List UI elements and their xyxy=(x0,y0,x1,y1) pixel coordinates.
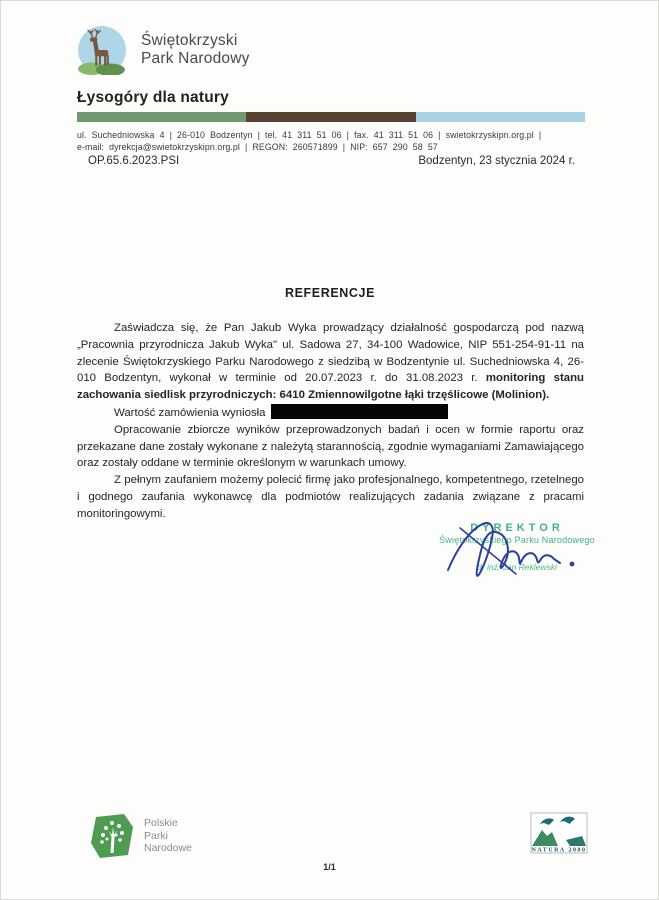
contact-block xyxy=(77,130,585,153)
place-and-date: Bodzentyn, 23 stycznia 2024 r. xyxy=(418,155,575,167)
tagline: Łysogóry dla natury xyxy=(77,89,229,106)
brand-color-bar xyxy=(77,112,585,122)
ppn-text-line3: Narodowe xyxy=(144,842,192,855)
natura-2000-label: NATURA 2000 xyxy=(531,847,587,854)
order-value-line xyxy=(77,404,584,422)
document-title: REFERENCJE xyxy=(284,286,376,300)
natura-2000-icon xyxy=(530,812,588,858)
ppn-tree-icon xyxy=(90,813,134,859)
order-value-prefix: Wartość zamówienia wyniosła xyxy=(114,406,266,419)
ppn-logo-text xyxy=(144,817,192,855)
brand-bar-brown-segment xyxy=(246,112,415,122)
contact-line-1: ul. Suchedniowska 4 | 26-010 Bodzentyn | tel. 41 311 51 06 | fax. 41 311 51 06 | swietokrzyskipn.org.pl | xyxy=(77,130,542,140)
stamp-org: Świętokrzyskiego Parku Narodowego xyxy=(439,535,595,545)
reference-number: OP.65.6.2023.PSI xyxy=(88,155,180,167)
letterhead xyxy=(77,25,585,153)
paragraph-1 xyxy=(77,320,584,404)
redaction-box xyxy=(271,404,448,419)
ppn-text-line1: Polskie xyxy=(144,817,178,830)
park-deer-logo-icon xyxy=(77,25,127,75)
org-name-line1: Świętokrzyski xyxy=(141,32,238,49)
polskie-parki-narodowe-logo xyxy=(90,813,192,859)
page-number: 1/1 xyxy=(323,862,336,872)
paragraph-1-text: Zaświadcza się, że Pan Jakub Wyka prowadzący działalność gospodarczą pod nazwą „Pracownia przyrodnicza Jakub Wyka" ul. Sadowa 27, 34-100 Wadowice, NIP 551-254-91-11 na zlecenie Świętokrzyskiego Parku Narodowego z siedzibą w Bodzentynie ul. Suchedniowska 4, 26-010 Bodzentyn, wykonał w terminie od 20.07.2023 r. do 31.08.2023 r. xyxy=(77,322,584,385)
paragraph-3: Z pełnym zaufaniem możemy polecić firmę jako profesjonalnego, kompetentnego, rzetelnego i godnego zaufania wykonawcę dla podmiotów realizujących zadania związane z pracami monitoringowymi. xyxy=(77,474,584,520)
ppn-text-line2: Parki xyxy=(144,829,168,842)
document-body xyxy=(77,320,584,523)
stamp-director-name: dr inż. Jan Reklewski xyxy=(477,562,557,572)
natura-2000-logo xyxy=(530,812,588,863)
org-name-line2: Park Narodowy xyxy=(141,50,250,67)
paragraph-2: Opracowanie zbiorcze wyników przeprowadzonych badań i ocen w formie raportu oraz przekazane dane zostały wykonane z należytą starannością, zgodnie wymaganiami Zamawiającego oraz zostały oddane w terminie określonym w warunkach umowy. xyxy=(77,423,584,470)
paragraph-1-bold-text: monitoring stanu zachowania siedlisk przyrodniczych: 6410 Zmiennowilgotne łąki trzęślicowe (Molinion). xyxy=(77,372,584,402)
brand-bar-green-segment xyxy=(77,112,246,122)
org-name xyxy=(141,32,250,68)
contact-line-2: e-mail: dyrekcja@swietokrzyskipn.org.pl | REGON: 260571899 | NIP: 657 290 58 57 xyxy=(77,141,438,152)
stamp-title: DYREKTOR xyxy=(470,522,564,534)
brand-bar-blue-segment xyxy=(416,112,585,122)
handwritten-signature xyxy=(420,508,600,598)
